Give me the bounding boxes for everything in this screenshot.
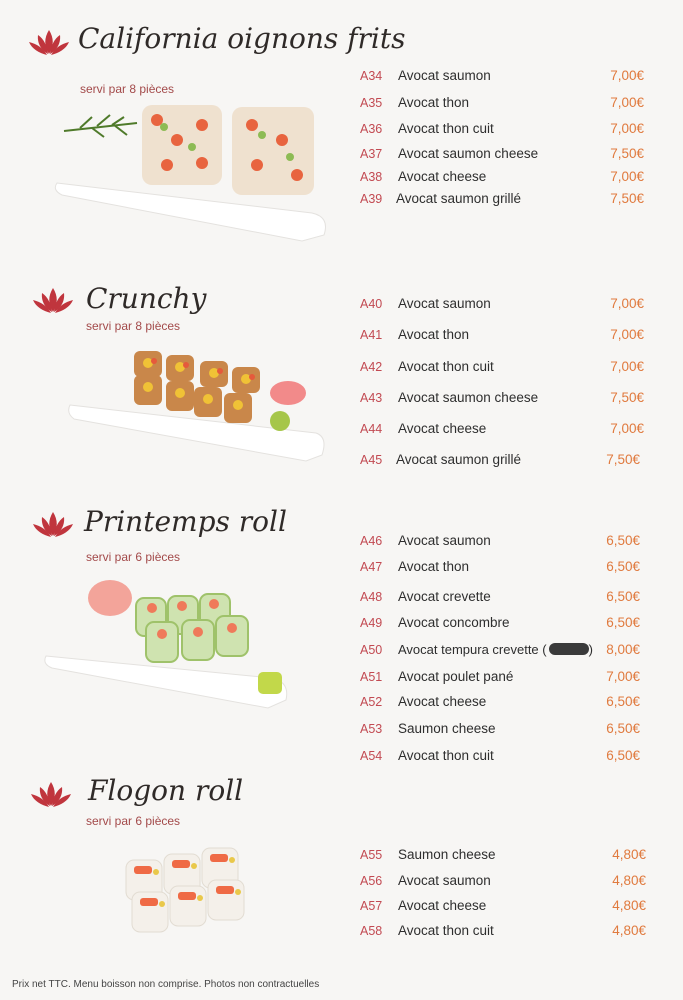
menu-item [360, 327, 650, 345]
redacted-mark [549, 643, 589, 655]
menu-item [360, 559, 650, 577]
menu-item [360, 452, 650, 470]
item-price: 6,50€ [606, 721, 640, 736]
item-price: 4,80€ [612, 873, 646, 888]
item-code: A40 [360, 297, 383, 311]
item-code: A41 [360, 328, 383, 342]
menu-item [360, 146, 650, 164]
item-code: A54 [360, 749, 383, 763]
item-code: A51 [360, 670, 383, 684]
menu-item [360, 68, 650, 86]
servings-note: servi par 8 pièces [86, 319, 181, 333]
item-name: Avocat thon cuit [398, 121, 494, 136]
sushi-photo [66, 345, 328, 465]
item-name: Saumon cheese [398, 847, 496, 862]
item-name: Avocat concombre [398, 615, 510, 630]
item-code: A42 [360, 360, 383, 374]
item-code: A43 [360, 391, 383, 405]
menu-item [360, 121, 650, 139]
footer-note: Prix net TTC. Menu boisson non comprise. Photos non contractuelles [12, 979, 320, 990]
section-title: Crunchy [86, 282, 207, 315]
item-code: A58 [360, 924, 383, 938]
item-name: Avocat saumon cheese [398, 390, 539, 405]
lotus-icon [28, 780, 74, 810]
item-name: Avocat saumon grillé [396, 191, 522, 206]
menu-item [360, 296, 650, 314]
item-code: A48 [360, 590, 383, 604]
item-code: A56 [360, 874, 383, 888]
item-name: Saumon cheese [398, 721, 496, 736]
menu-item [360, 898, 650, 916]
item-price: 6,50€ [606, 559, 640, 574]
item-name: Avocat cheese [398, 421, 487, 436]
item-price: 7,50€ [610, 146, 644, 161]
item-price: 6,50€ [606, 615, 640, 630]
item-price: 7,00€ [610, 121, 644, 136]
section-title: Flogon roll [88, 774, 244, 807]
menu-item [360, 95, 650, 113]
menu-item [360, 390, 650, 408]
section-title: California oignons frits [78, 22, 406, 55]
menu-item [360, 191, 650, 209]
item-code: A50 [360, 643, 383, 657]
item-name: Avocat crevette [398, 589, 491, 604]
item-code: A46 [360, 534, 383, 548]
servings-note: servi par 6 pièces [86, 550, 181, 564]
menu-item [360, 694, 650, 712]
item-name: Avocat saumon cheese [398, 146, 539, 161]
item-code: A57 [360, 899, 383, 913]
item-price: 7,00€ [606, 669, 640, 684]
menu-item [360, 615, 650, 633]
item-code: A38 [360, 170, 383, 184]
item-price: 7,00€ [610, 68, 644, 83]
item-price: 6,50€ [606, 533, 640, 548]
item-code: A35 [360, 96, 383, 110]
item-name: Avocat saumon [398, 68, 491, 83]
item-price: 8,00€ [606, 642, 640, 657]
menu-item [360, 748, 650, 766]
item-name: Avocat poulet pané [398, 669, 514, 684]
item-name: Avocat thon [398, 327, 470, 342]
menu-item [360, 669, 650, 687]
item-price: 7,00€ [610, 296, 644, 311]
lotus-icon [26, 28, 72, 58]
item-name: Avocat thon [398, 95, 470, 110]
section-title: Printemps roll [84, 505, 287, 538]
menu-item [360, 169, 650, 187]
item-price: 7,00€ [610, 327, 644, 342]
menu-item [360, 533, 650, 551]
item-name: Avocat cheese [398, 694, 487, 709]
item-name: Avocat thon cuit [398, 923, 494, 938]
item-code: A39 [360, 192, 383, 206]
menu-item [360, 847, 650, 865]
item-name: Avocat thon [398, 559, 470, 574]
item-code: A53 [360, 722, 383, 736]
sushi-photo [120, 838, 250, 938]
item-price: 7,00€ [610, 359, 644, 374]
item-price: 7,00€ [610, 95, 644, 110]
lotus-icon [30, 286, 76, 316]
item-code: A52 [360, 695, 383, 709]
item-price: 6,50€ [606, 748, 640, 763]
item-code: A44 [360, 422, 383, 436]
item-name: Avocat thon cuit [398, 359, 494, 374]
servings-note: servi par 8 pièces [80, 82, 175, 96]
menu-item [360, 873, 650, 891]
item-name: Avocat cheese [398, 169, 487, 184]
item-price: 7,50€ [606, 452, 640, 467]
item-name: Avocat saumon [398, 873, 491, 888]
menu-item [360, 721, 650, 739]
item-code: A36 [360, 122, 383, 136]
item-code: A45 [360, 453, 383, 467]
sushi-photo [42, 572, 292, 712]
item-price: 7,50€ [610, 191, 644, 206]
item-price: 6,50€ [606, 589, 640, 604]
menu-item [360, 421, 650, 439]
item-code: A55 [360, 848, 383, 862]
item-name: Avocat thon cuit [398, 748, 494, 763]
item-name: Avocat saumon [398, 296, 491, 311]
item-price: 6,50€ [606, 694, 640, 709]
item-name: Avocat saumon [398, 533, 491, 548]
servings-note: servi par 6 pièces [86, 814, 181, 828]
item-name: Avocat tempura crevette ( ) [398, 642, 593, 657]
item-name: Avocat saumon grillé [396, 452, 522, 467]
item-price: 4,80€ [612, 847, 646, 862]
item-price: 7,00€ [610, 169, 644, 184]
item-code: A47 [360, 560, 383, 574]
menu-item [360, 923, 650, 941]
item-code: A37 [360, 147, 383, 161]
item-price: 7,00€ [610, 421, 644, 436]
item-price: 4,80€ [612, 898, 646, 913]
item-name: Avocat cheese [398, 898, 487, 913]
item-price: 4,80€ [612, 923, 646, 938]
menu-item [360, 589, 650, 607]
item-code: A49 [360, 616, 383, 630]
menu-item [360, 642, 650, 660]
sushi-photo [52, 95, 332, 245]
item-price: 7,50€ [610, 390, 644, 405]
menu-item [360, 359, 650, 377]
item-code: A34 [360, 69, 383, 83]
lotus-icon [30, 510, 76, 540]
